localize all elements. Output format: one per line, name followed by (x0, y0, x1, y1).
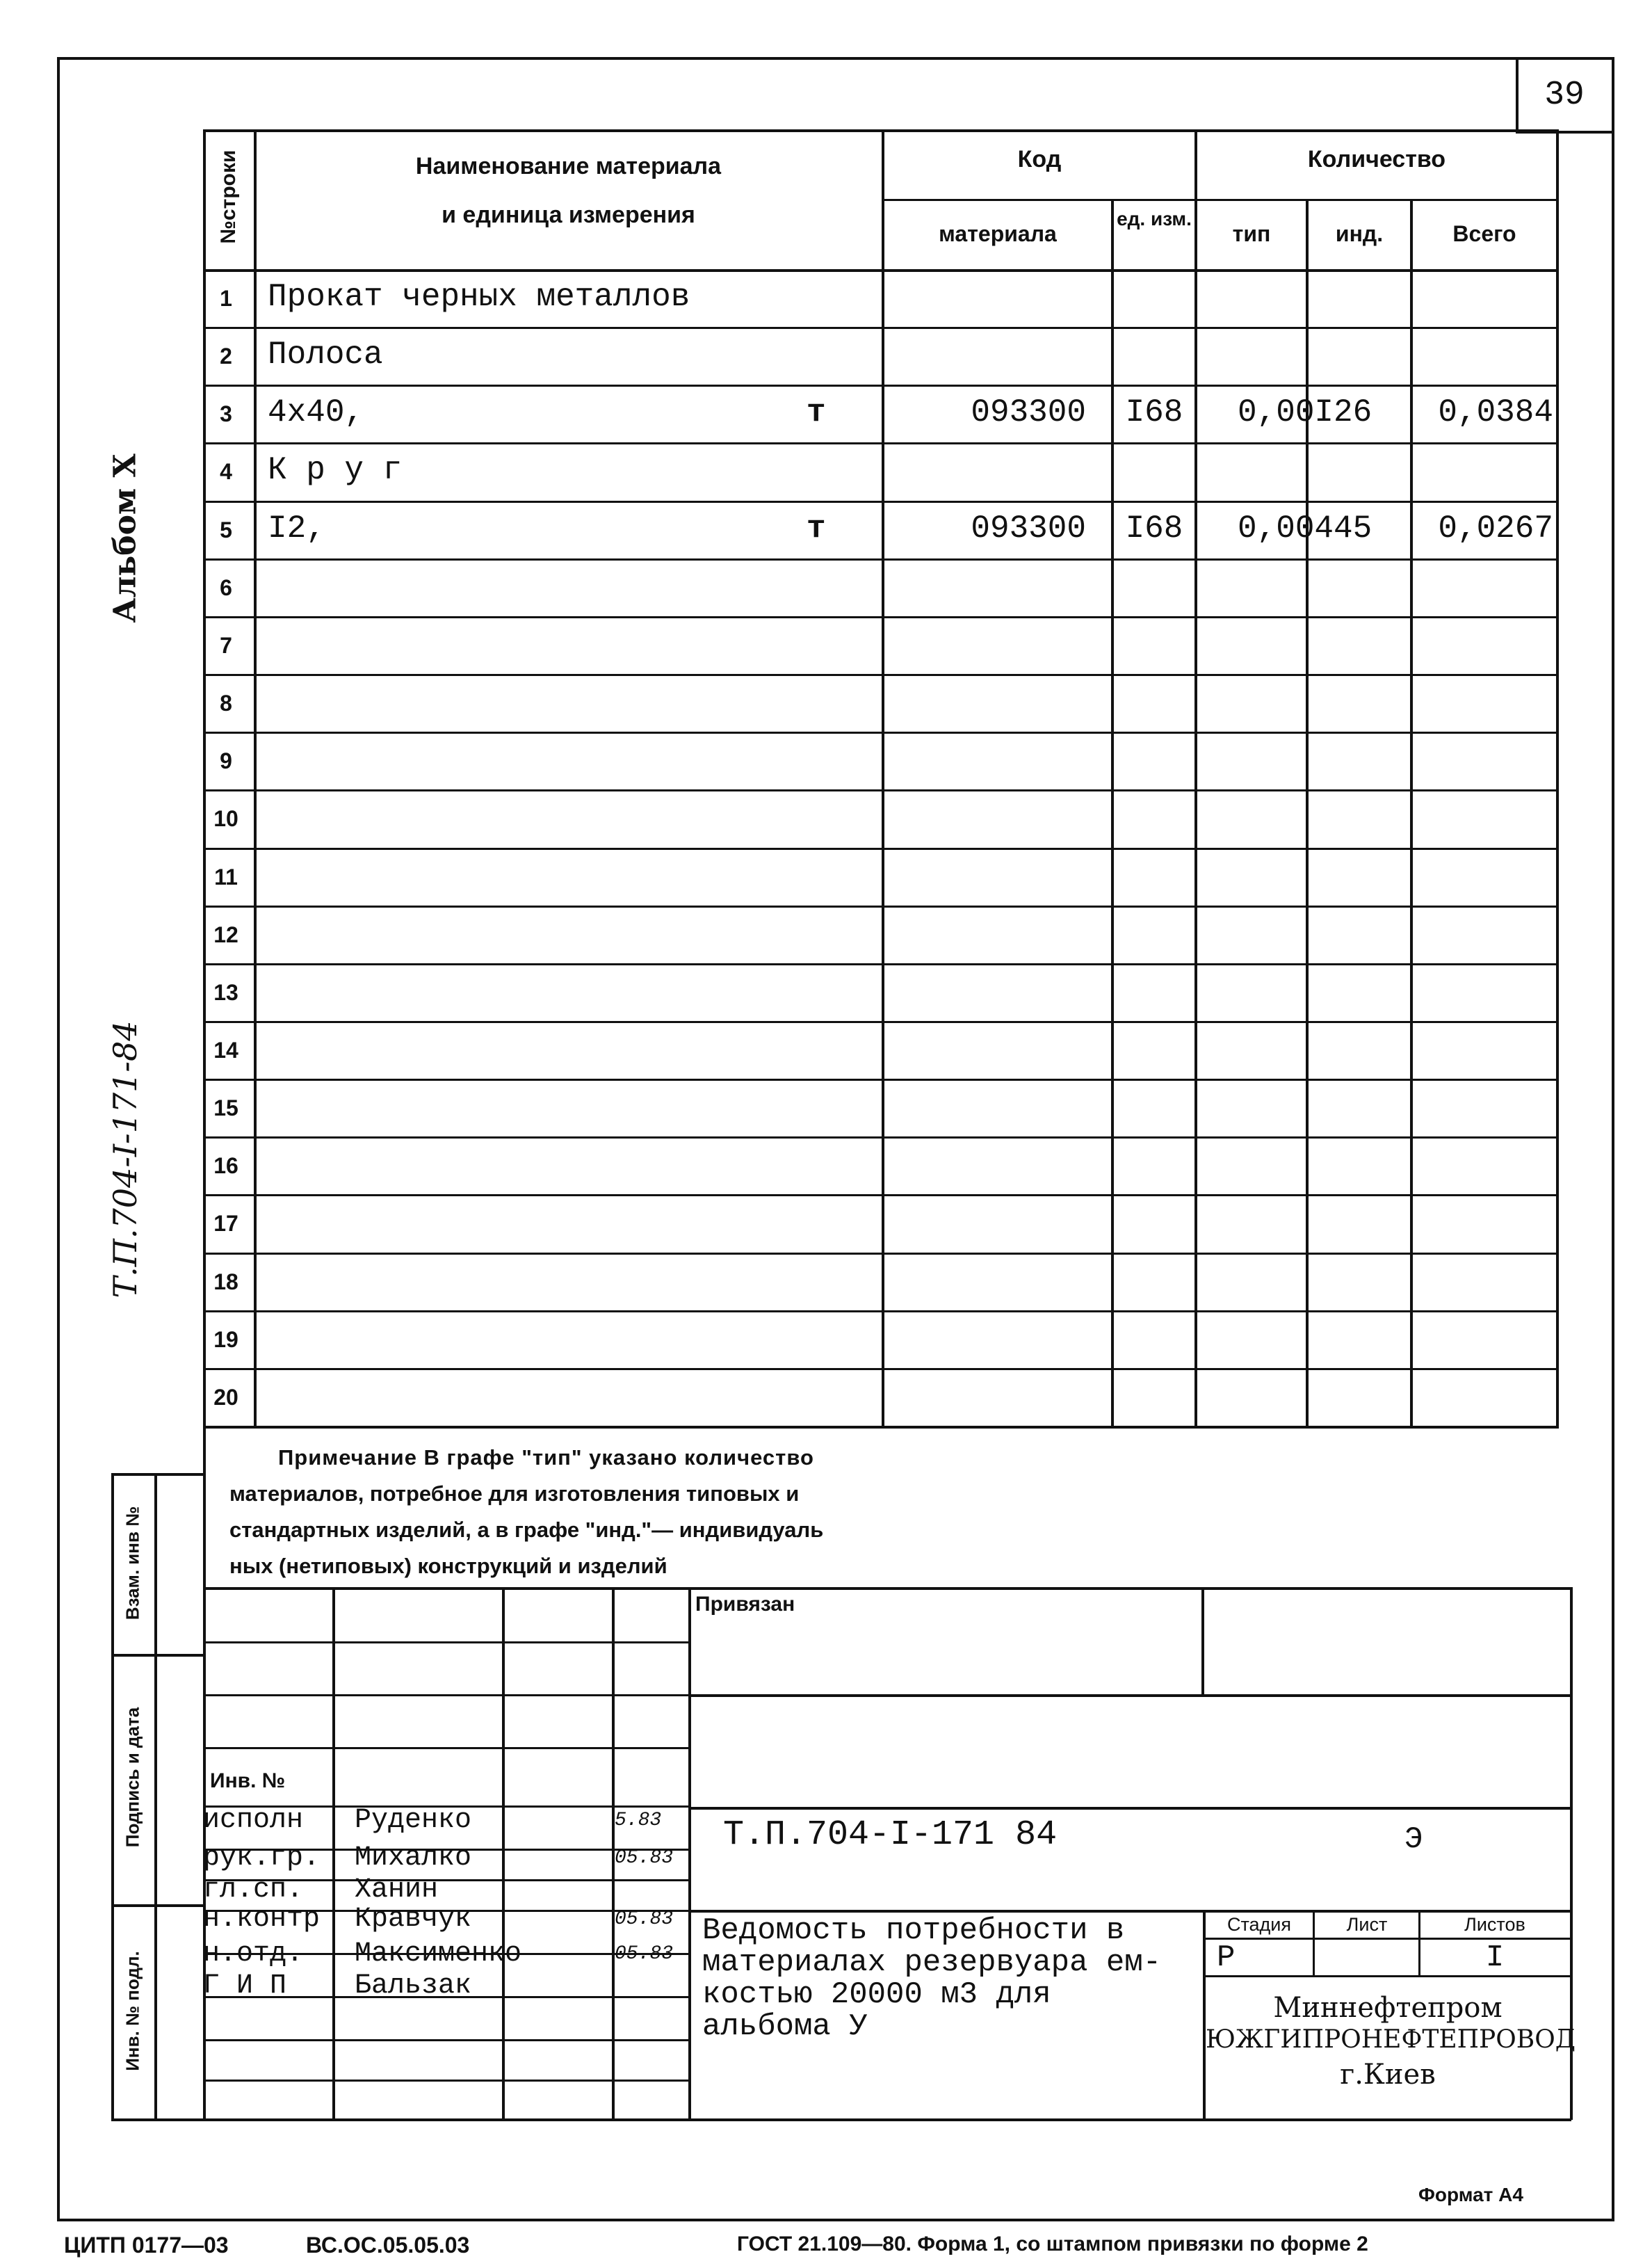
footer-left1: ЦИТП 0177—03 (64, 2233, 229, 2258)
signer-date: 05.83 (615, 1908, 674, 1930)
qty-type: 0,00I26 (1238, 394, 1372, 431)
album-label: Альбом X (107, 453, 143, 623)
material-code: 093300 (971, 394, 1086, 431)
qty-type: 0,00445 (1238, 510, 1372, 547)
org-institute: ЮЖГИПРОНЕФТЕПРОВОД (1206, 2025, 1576, 2054)
material-name: К р у г (268, 452, 403, 488)
row-number: 17 (213, 1211, 238, 1236)
footer-right: ГОСТ 21.109—80. Форма 1, со штампом привязки по форме 2 (737, 2233, 1368, 2255)
signer-name: Максименко (355, 1938, 522, 1970)
signer-role: Г И П (203, 1970, 287, 2002)
bound-label: Привязан (695, 1593, 795, 1616)
signer-name: Кравчук (355, 1904, 472, 1935)
sheet-number: 39 (1544, 77, 1585, 114)
sheet-label: Лист (1346, 1914, 1388, 1935)
stamp-doc-mark: Э (1404, 1822, 1423, 1857)
signer-date: 5.83 (615, 1810, 662, 1831)
row-number: 9 (220, 748, 232, 773)
org-ministry: Миннефтепром (1273, 1992, 1503, 2024)
material-code: 093300 (971, 510, 1086, 547)
left-doc-code: Т.П.704-I-171-84 (106, 1020, 144, 1298)
row-number: 18 (213, 1269, 238, 1294)
header-code: Код (1017, 146, 1062, 172)
material-name: I2, (268, 510, 325, 547)
doc-title-line4: альбома У (702, 2009, 868, 2044)
margin-label-vzam: Взам. инв № (122, 1506, 143, 1620)
org-city: г.Киев (1340, 2059, 1436, 2091)
row-number: 5 (220, 517, 232, 542)
row-number: 19 (213, 1327, 238, 1352)
header-code-unit: ед. изм. (1117, 208, 1192, 230)
row-number: 2 (220, 344, 232, 369)
row-number: 1 (220, 286, 232, 311)
signer-role: н.контр (203, 1904, 321, 1935)
stage-value: Р (1217, 1940, 1236, 1975)
note-line2: материалов, потребное для изготовления типовых и (229, 1481, 800, 1506)
sheets-value: I (1485, 1940, 1505, 1975)
material-name: Полоса (268, 337, 383, 373)
doc-title-line3: костью 20000 м3 для (702, 1977, 1051, 2012)
signer-name: Михалко (355, 1842, 472, 1874)
header-qty-ind: инд. (1335, 221, 1384, 246)
row-number: 13 (213, 980, 238, 1005)
row-number: 4 (220, 459, 232, 484)
material-unit: т (807, 510, 826, 547)
header-qty-type: тип (1232, 221, 1271, 246)
qty-total: 0,0267 (1438, 510, 1553, 547)
row-number: 10 (213, 806, 238, 831)
note-line1: Примечание В графе "тип" указано количество (278, 1445, 814, 1470)
header-code-material: материала (939, 221, 1057, 246)
qty-total: 0,0384 (1438, 394, 1553, 431)
header-quantity: Количество (1307, 146, 1446, 172)
format-label: Формат А4 (1418, 2184, 1523, 2205)
material-name: 4x40, (268, 394, 364, 431)
header-rownum: №строки (217, 150, 240, 244)
inv-label: Инв. № (210, 1769, 286, 1792)
signer-role: рук.гр. (203, 1842, 321, 1874)
unit-code: I68 (1125, 510, 1183, 547)
header-name-line2: и единица измерения (442, 202, 695, 228)
row-number: 20 (213, 1385, 238, 1410)
row-number: 14 (213, 1038, 238, 1063)
stage-label: Стадия (1226, 1914, 1292, 1935)
doc-title-line2: материалах резервуара ем- (702, 1945, 1162, 1980)
row-number: 15 (213, 1095, 238, 1120)
footer-left2: ВС.ОС.05.05.03 (306, 2233, 470, 2258)
row-number: 3 (220, 401, 232, 426)
signer-date: 05.83 (615, 1847, 674, 1869)
signer-date: 05.83 (615, 1943, 674, 1965)
unit-code: I68 (1125, 394, 1183, 431)
signer-role: исполн (203, 1805, 304, 1836)
signer-name: Бальзак (355, 1970, 472, 2002)
row-number: 11 (214, 864, 238, 890)
margin-label-inv: Инв. № подл. (122, 1951, 143, 2071)
signer-name: Руденко (355, 1805, 472, 1836)
signer-role: н.отд. (203, 1938, 304, 1970)
row-number: 12 (213, 922, 238, 947)
row-number: 16 (213, 1153, 238, 1178)
signer-name: Ханин (355, 1874, 439, 1906)
doc-title-line1: Ведомость потребности в (702, 1913, 1125, 1948)
sheets-label: Листов (1464, 1914, 1525, 1935)
note-line4: ных (нетиповых) конструкций и изделий (229, 1554, 667, 1578)
margin-label-sign: Подпись и дата (122, 1707, 143, 1848)
stamp-doc-code: Т.П.704-I-171 84 (723, 1815, 1058, 1855)
row-number: 8 (220, 691, 232, 716)
row-number: 6 (220, 575, 232, 600)
note-line3: стандартных изделий, а в графе "инд."— индивидуаль (229, 1518, 824, 1542)
signer-role: гл.сп. (203, 1874, 304, 1906)
header-name-line1: Наименование материала (415, 153, 722, 179)
material-name: Прокат черных металлов (268, 279, 690, 315)
header-qty-total: Всего (1452, 221, 1516, 246)
row-number: 7 (220, 633, 232, 658)
material-unit: т (807, 394, 826, 431)
